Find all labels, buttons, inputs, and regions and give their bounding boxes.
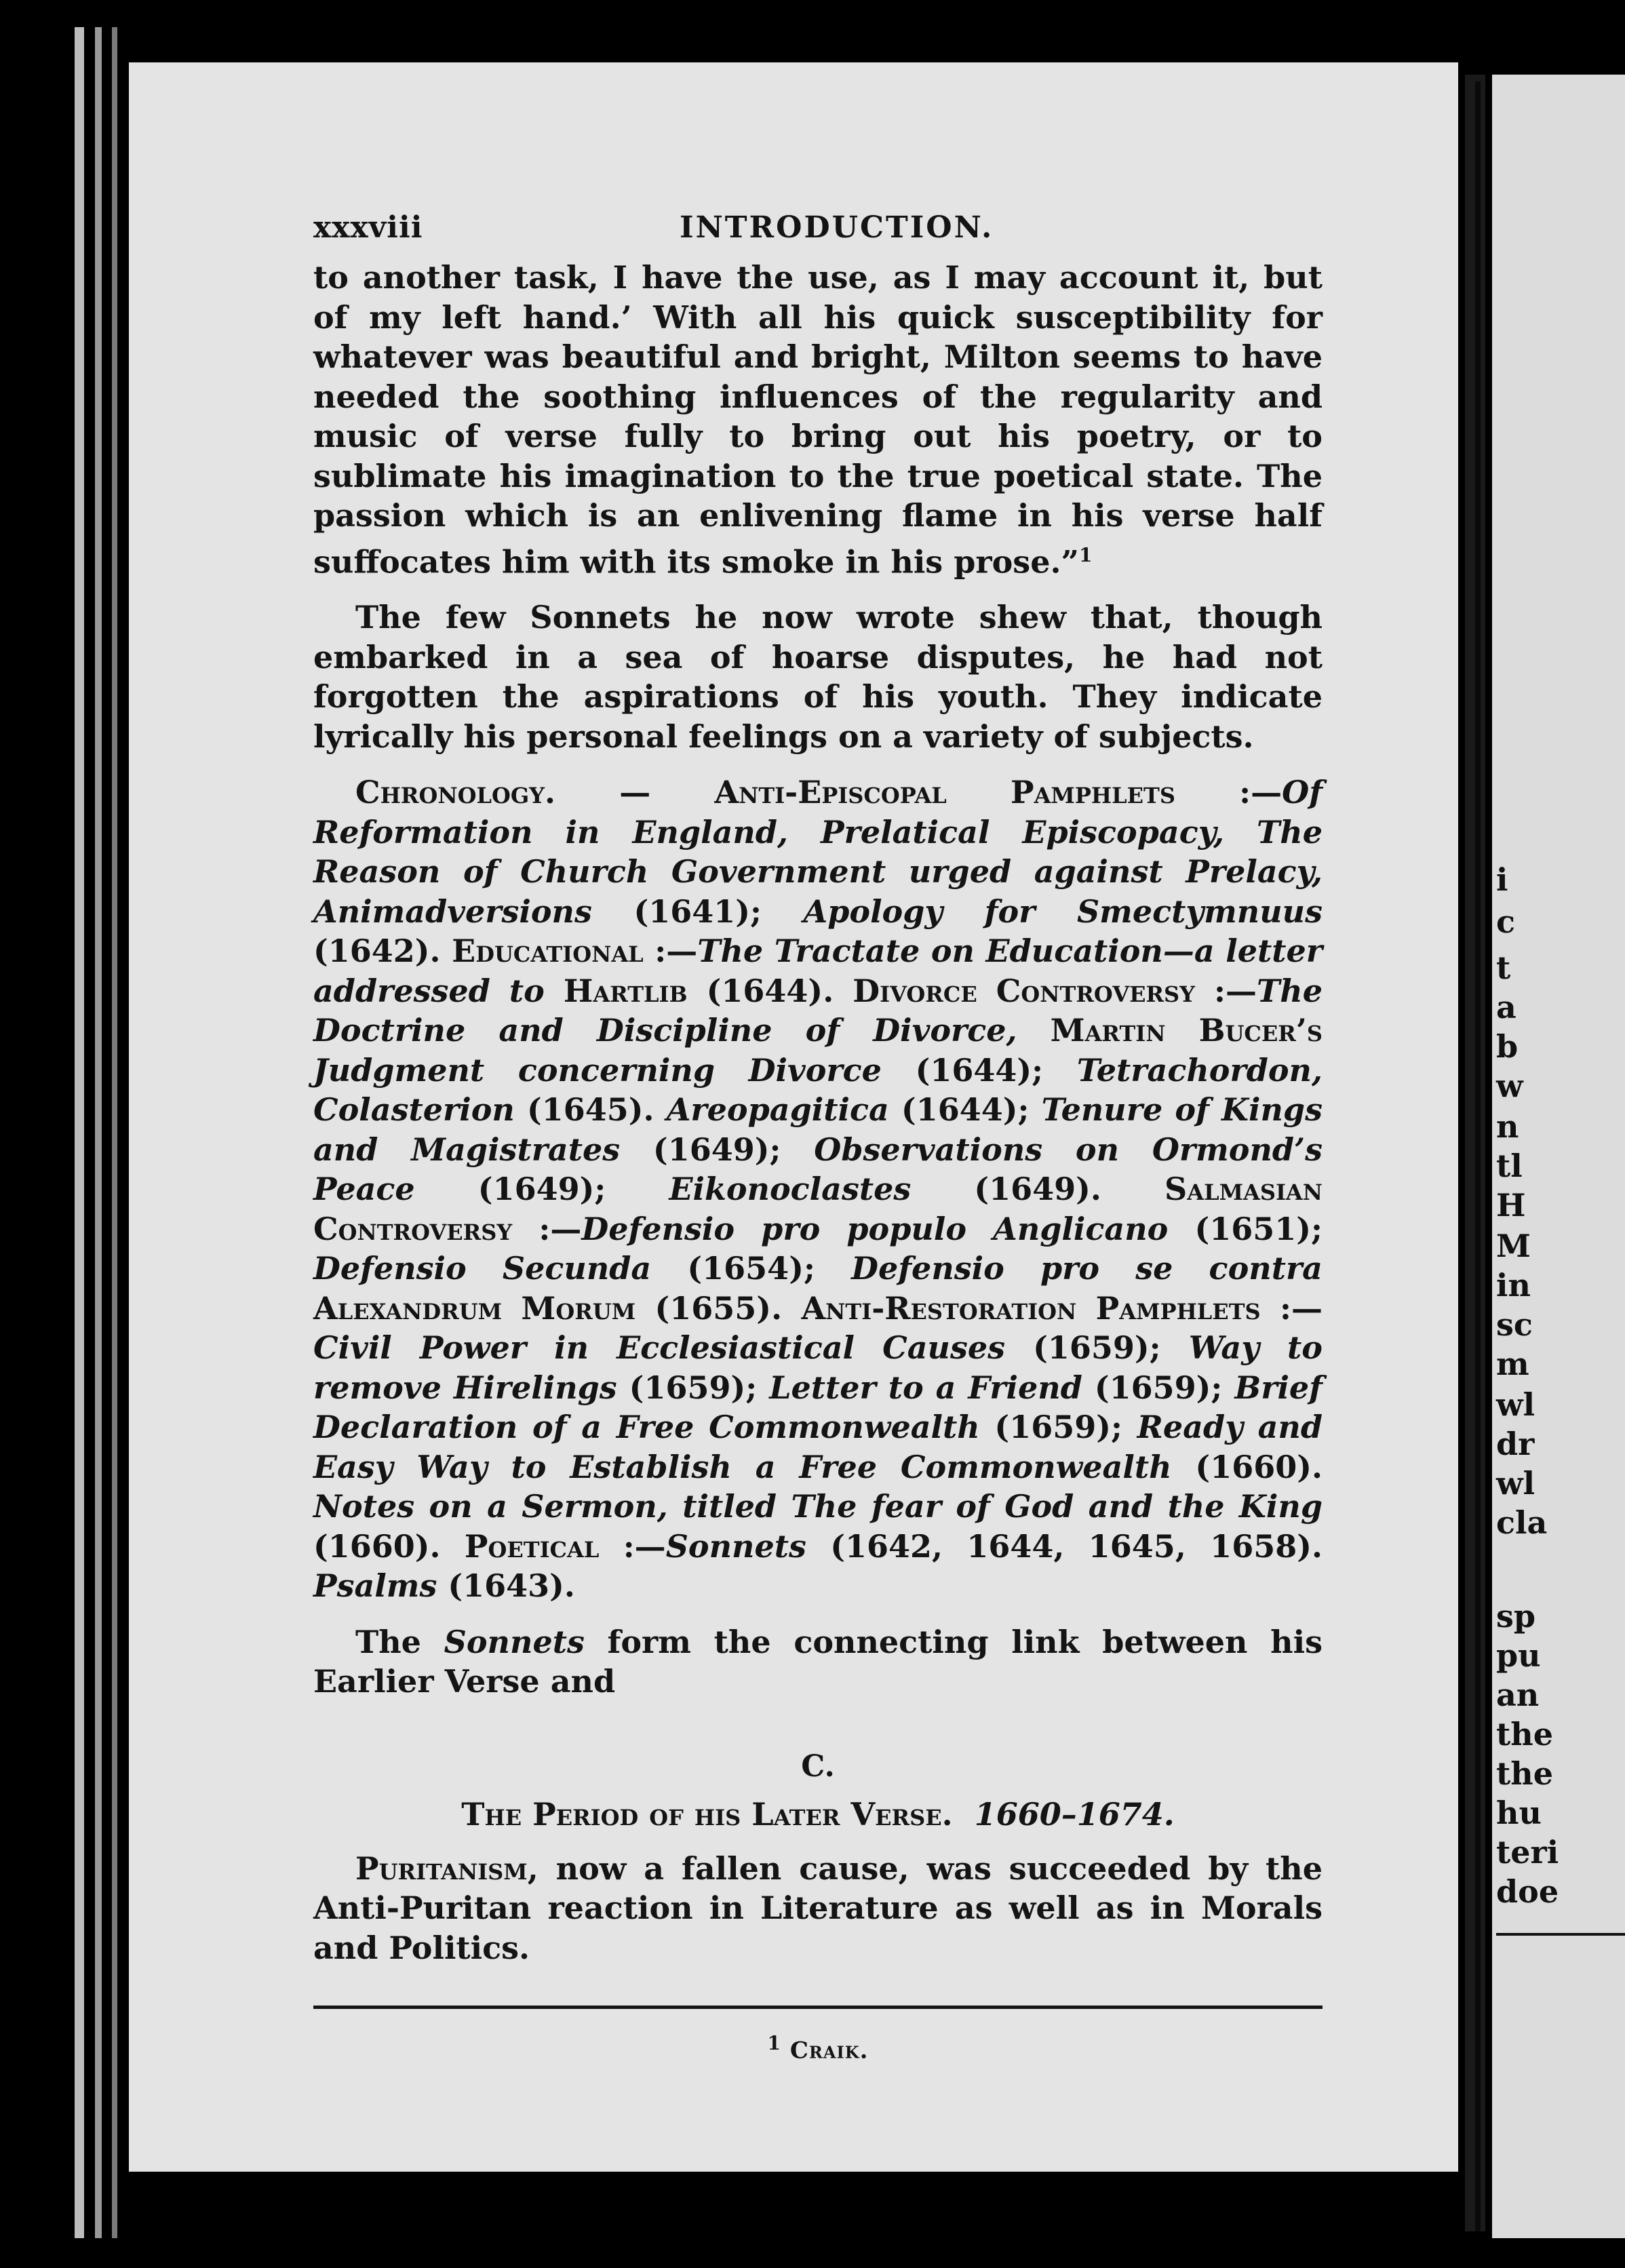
binding-edge-2 — [95, 27, 102, 2238]
chron-text-21: (1649). Salmasian Controversy :— — [313, 1171, 1323, 1247]
chron-title-42: Psalms — [313, 1567, 437, 1605]
chron-text-13: (1645). — [514, 1091, 667, 1129]
chron-text-31: (1659); — [616, 1369, 770, 1406]
fragment-20: the — [1496, 1716, 1553, 1753]
chron-title-8: The Doctrine and Discipline of Divorce, — [313, 972, 1323, 1049]
fragment-12: m — [1496, 1346, 1529, 1382]
fragment-19: an — [1496, 1677, 1540, 1713]
chron-title-40: Sonnets — [665, 1527, 806, 1565]
chron-text-43: (1643). — [437, 1567, 575, 1605]
chron-text-35: (1659); — [979, 1409, 1137, 1446]
chron-title-24: Defensio Secunda — [313, 1250, 652, 1287]
section-heading — [313, 1796, 1323, 1833]
fragment-18: pu — [1496, 1637, 1541, 1674]
fragment-6: n — [1496, 1108, 1519, 1145]
paragraph-1-text: to another task, I have the use, as I may account it, but of my left hand.’ With all his quick susceptibility for whatever was beautiful and bright, Milton seems to have needed the soothing influences of the regularity and music of verse fully to bring out his poetry, or to sublimate his imagination to the true poetical state. The passion which is an enlivening flame in his verse half suffocates him with its smoke in his prose.” — [313, 259, 1323, 580]
running-title: INTRODUCTION. — [680, 210, 994, 245]
paragraph-1 — [313, 258, 1323, 581]
fragment-21: the — [1496, 1755, 1553, 1792]
chron-text-3: (1641); — [591, 893, 804, 930]
chron-text-29: (1659); — [1005, 1329, 1189, 1367]
section-dates: 1660–1674. — [974, 1795, 1175, 1833]
chron-text-23: (1651); — [1168, 1210, 1323, 1247]
fragment-4: b — [1496, 1028, 1519, 1065]
fragment-7: tl — [1496, 1148, 1523, 1184]
chron-title-14: Areopagitica — [666, 1091, 889, 1129]
binding-edge-1 — [75, 27, 84, 2238]
chron-title-4: Apology for Smectymnuus — [803, 893, 1323, 930]
fragment-rule — [1496, 1933, 1625, 1936]
p4-lead: Puritanism, — [355, 1850, 539, 1887]
chron-title-20: Eikonoclastes — [669, 1171, 912, 1208]
chron-text-27: Alexandrum Morum (1655). Anti-Restoration Pamphlets :— — [313, 1289, 1323, 1327]
chron-title-38: Notes on a Sermon, titled The fear of God and the King — [313, 1488, 1323, 1525]
right-page-fragment — [1492, 75, 1625, 2238]
chron-text-37: (1660). — [1171, 1448, 1323, 1485]
chron-title-18: Observations on Ormond’s Peace — [313, 1131, 1323, 1208]
fragment-0: i — [1496, 861, 1508, 898]
chron-text-25: (1654); — [651, 1250, 852, 1287]
paragraph-3 — [313, 1622, 1323, 1702]
paragraph-4 — [313, 1849, 1323, 1968]
page-number: xxxviii — [313, 210, 423, 245]
chron-text-39: (1660). Poetical :— — [313, 1527, 666, 1565]
chronology-label: Chronology. — Anti-Episcopal Pamphlets :— — [355, 774, 1283, 811]
gutter-line — [1475, 81, 1481, 2231]
footnote — [313, 2032, 1323, 2064]
binding-edge-3 — [112, 27, 117, 2238]
p3-sonnets: Sonnets — [444, 1623, 585, 1660]
fragment-9: M — [1496, 1228, 1531, 1264]
page-text — [313, 203, 1323, 2065]
section-title: The Period of his Later Verse. — [461, 1795, 953, 1833]
chron-title-12: Tetrachordon, Colasterion — [313, 1051, 1323, 1129]
section-letter: C. — [801, 1748, 835, 1784]
fragment-10: in — [1496, 1267, 1531, 1304]
p3-a: The — [355, 1623, 444, 1660]
chron-title-22: Defensio pro populo Anglicano — [581, 1210, 1169, 1247]
chron-text-41: (1642, 1644, 1645, 1658). — [806, 1527, 1323, 1565]
p3-c: form the connecting link between his Earlier Verse and — [313, 1623, 1323, 1700]
chronology-paragraph — [313, 773, 1323, 1606]
chron-title-34: Brief Declaration of a Free Commonwealth — [313, 1369, 1323, 1446]
chron-text-17: (1649); — [620, 1131, 815, 1168]
fragment-2: t — [1496, 950, 1511, 986]
fragment-11: sc — [1496, 1306, 1533, 1343]
fragment-5: w — [1496, 1068, 1523, 1104]
chron-text-11: (1644); — [881, 1051, 1077, 1089]
chron-text-33: (1659); — [1082, 1369, 1235, 1406]
chron-text-7: Hartlib (1644). Divorce Controversy :— — [544, 972, 1257, 1009]
footnote-marker: 1 — [767, 2032, 782, 2055]
chron-title-1: Of Reformation in England, Prelatical Episcopacy, The Reason of Church Government urged against Prelacy, Animadversions — [313, 774, 1323, 930]
footnote-reference: 1 — [1078, 543, 1093, 566]
chron-title-16: Tenure of Kings and Magistrates — [313, 1091, 1323, 1168]
chron-title-26: Defensio pro se contra — [851, 1250, 1323, 1287]
chron-title-30: Way to remove Hirelings — [313, 1329, 1323, 1406]
fragment-16: cla — [1496, 1504, 1548, 1541]
chron-title-32: Letter to a Friend — [769, 1369, 1082, 1406]
footnote-rule — [313, 2006, 1323, 2009]
fragment-3: a — [1496, 989, 1516, 1025]
chron-title-28: Civil Power in Ecclesiastical Causes — [313, 1329, 1006, 1367]
chron-text-5: (1642). Educational :— — [313, 933, 698, 970]
chron-title-6: The Tractate on Education—a letter addressed to — [313, 933, 1323, 1009]
fragment-8: H — [1496, 1187, 1526, 1224]
footnote-text: Craik. — [789, 2037, 869, 2065]
fragment-22: hu — [1496, 1795, 1542, 1831]
fragment-15: wl — [1496, 1465, 1535, 1502]
fragment-13: wl — [1496, 1386, 1535, 1423]
fragment-23: teri — [1496, 1834, 1559, 1871]
fragment-1: c — [1496, 903, 1516, 940]
paragraph-2: The few Sonnets he now wrote shew that, though embarked in a sea of hoarse disputes, he had not forgotten the aspirations of his youth. They indicate lyrically his personal feelings on a variety of subjects. — [313, 599, 1323, 755]
chron-text-15: (1644); — [888, 1091, 1042, 1129]
chron-text-19: (1649); — [414, 1171, 669, 1208]
fragment-14: dr — [1496, 1426, 1535, 1462]
fragment-24: doe — [1496, 1873, 1559, 1910]
chron-title-36: Ready and Easy Way to Establish a Free Commonwealth — [313, 1409, 1323, 1485]
chron-title-10: Judgment concerning Divorce — [313, 1051, 882, 1089]
p4-rest: now a fallen cause, was succeeded by the Anti-Puritan reaction in Literature as well as in Morals and Politics. — [313, 1850, 1323, 1966]
fragment-17: sp — [1496, 1598, 1536, 1635]
chron-text-9: Martin Bucer’s — [1017, 1012, 1323, 1049]
running-header — [313, 203, 1323, 258]
